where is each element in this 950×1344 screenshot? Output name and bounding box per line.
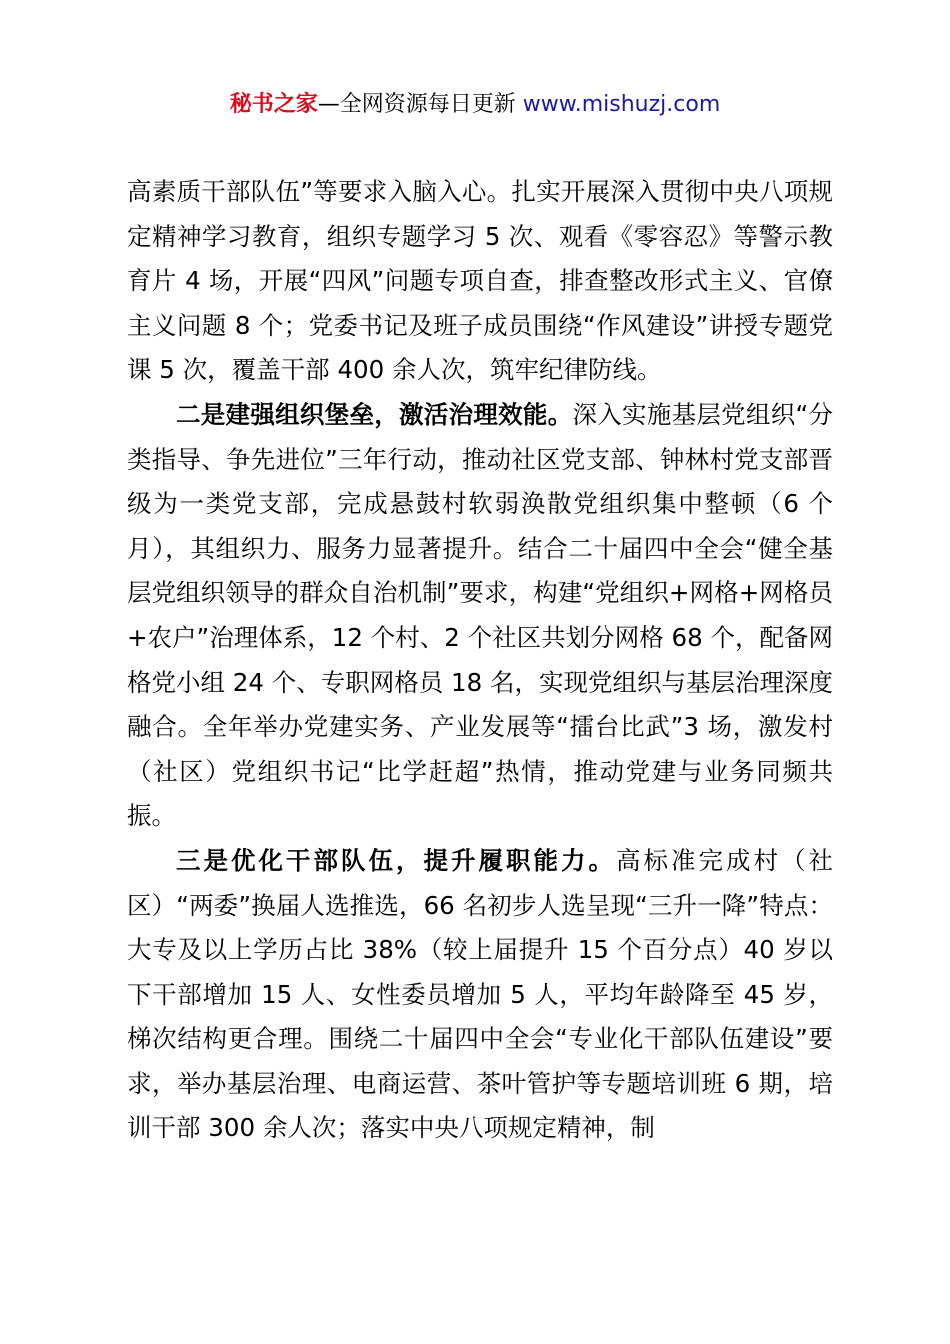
- header-tagline: —全网资源每日更新: [317, 92, 516, 117]
- paragraph-lead: 二是建强组织堡垒，激活治理效能。: [176, 399, 573, 429]
- paragraph-lead: 三是优化干部队伍，提升履职能力。: [176, 845, 616, 875]
- header-url-link[interactable]: www.mishuzj.com: [522, 92, 721, 117]
- paragraph-organization: [127, 393, 833, 839]
- paragraph-text: 深入实施基层党组织“分类指导、争先进位”三年行动，推动社区党支部、钟林村党支部晋级为一类党支部，完成悬鼓村软弱涣散党组织集中整顿（6 个月），其组织力、服务力显著提升。结合二十届四中全会“健全基层党组织领导的群众自治机制”要求，构建“党组织+网格+网格员+农户”治理体系，12 个村、2 个社区共划分网格 68 个，配备网格党小组 24 个、专职网格员 18 名，实现党组织与基层治理深度融合。全年举办党建实务、产业发展等“擂台比武”3 场，激发村（社区）党组织书记“比学赶超”热情，推动党建与业务同频共振。: [127, 399, 833, 831]
- paragraph-continuation: [127, 170, 833, 393]
- page-header: [0, 88, 950, 122]
- paragraph-text: 高标准完成村（社区）“两委”换届人选推选，66 名初步人选呈现“三升一降”特点：大专及以上学历占比 38%（较上届提升 15 个百分点）40 岁以下干部增加 15 人、女性委员增加 5 人，平均年龄降至 45 岁，梯次结构更合理。围绕二十届四中全会“专业化干部队伍建设”要求，举办基层治理、电商运营、茶叶管护等专题培训班 6 期，培训干部 300 余人次；落实中央八项规定精神，制: [127, 845, 833, 1143]
- paragraph-cadres: [127, 839, 833, 1151]
- header-brand: 秘书之家: [229, 92, 318, 117]
- paragraph-text: 高素质干部队伍”等要求入脑入心。扎实开展深入贯彻中央八项规定精神学习教育，组织专题学习 5 次、观看《零容忍》等警示教育片 4 场，开展“四风”问题专项自查，排查整改形式主义、官僚主义问题 8 个；党委书记及班子成员围绕“作风建设”讲授专题党课 5 次，覆盖干部 400 余人次，筑牢纪律防线。: [127, 177, 833, 385]
- document-body: [127, 170, 833, 1151]
